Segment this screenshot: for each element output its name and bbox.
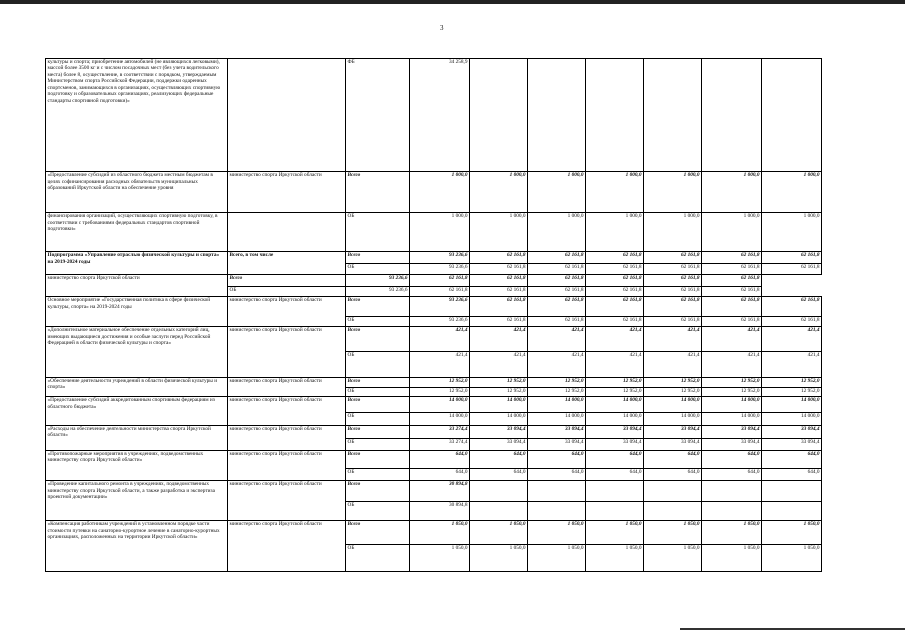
amount-cell: 644,0 xyxy=(470,450,528,469)
amount-cell: 644,0 xyxy=(528,450,586,469)
amount-cell: 62 161,8 xyxy=(470,274,528,286)
amount-cell: 421,4 xyxy=(410,327,470,352)
amount-cell: 14 000,0 xyxy=(528,412,586,425)
amount-cell: 62 161,8 xyxy=(586,263,644,274)
amount-cell: 1 050,0 xyxy=(470,545,528,572)
funding-source: Всего xyxy=(346,450,410,469)
amount-cell: 62 161,8 xyxy=(528,316,586,326)
amount-cell: 1 050,0 xyxy=(586,545,644,572)
funding-source: ОБ xyxy=(346,469,410,481)
funding-source: Всего xyxy=(346,521,410,545)
row-description: «Дополнительное материальное обеспечение отдельных категорий лиц, имеющих выдающиеся достижения и особые заслуги перед Российской Федерацией в области физической культуры и спорта» xyxy=(46,327,228,377)
amount-cell: 1 050,0 xyxy=(528,521,586,545)
amount-cell: 62 161,8 xyxy=(644,252,702,263)
amount-cell: 1 050,0 xyxy=(762,545,822,572)
amount-cell: 644,0 xyxy=(702,469,762,481)
amount-cell: 62 161,8 xyxy=(702,252,762,263)
amount-cell: 62 161,8 xyxy=(470,252,528,263)
amount-cell: 14 000,0 xyxy=(762,412,822,425)
row-description: Основное мероприятие «Государственная политика в сфере физической культуры, спорта» на 2019-2024 годы xyxy=(46,297,228,327)
amount-cell: 1 050,0 xyxy=(762,521,822,545)
row-executor: Всего, в том числе xyxy=(228,252,346,275)
amount-cell: 62 161,8 xyxy=(586,316,644,326)
amount-cell: 14 000,0 xyxy=(644,412,702,425)
amount-cell xyxy=(528,59,586,172)
amount-cell: 14 000,0 xyxy=(644,397,702,412)
amount-cell: 62 161,8 xyxy=(644,287,702,297)
amount-cell: 1 050,0 xyxy=(586,521,644,545)
amount-cell: 1 000,0 xyxy=(644,213,702,252)
amount-cell: 62 161,8 xyxy=(762,316,822,326)
amount-cell: 12 952,0 xyxy=(762,377,822,387)
amount-cell: 14 000,0 xyxy=(470,397,528,412)
amount-cell: 1 000,0 xyxy=(410,172,470,213)
amount-cell xyxy=(762,501,822,521)
amount-cell: 34 258,9 xyxy=(410,59,470,172)
funding-source: ОБ xyxy=(346,351,410,377)
amount-cell: 33 094,4 xyxy=(644,425,702,438)
funding-source: Всего xyxy=(346,297,410,317)
amount-cell: 14 000,0 xyxy=(702,412,762,425)
row-executor xyxy=(228,59,346,172)
amount-cell: 1 000,0 xyxy=(762,213,822,252)
amount-cell: 30 894,8 xyxy=(410,501,470,521)
amount-cell: 1 050,0 xyxy=(410,545,470,572)
funding-source: ОБ xyxy=(346,545,410,572)
amount-cell: 62 161,8 xyxy=(528,274,586,286)
amount-cell: 62 161,8 xyxy=(702,316,762,326)
amount-cell: 12 952,0 xyxy=(644,387,702,396)
amount-cell: 421,4 xyxy=(762,351,822,377)
funding-source: ОБ xyxy=(346,501,410,521)
amount-cell: 1 050,0 xyxy=(528,545,586,572)
funding-source: ОБ xyxy=(346,439,410,450)
amount-cell: 1 050,0 xyxy=(644,545,702,572)
funding-source: ФБ xyxy=(346,59,410,172)
amount-cell: 33 094,4 xyxy=(586,425,644,438)
amount-cell: 12 952,0 xyxy=(586,387,644,396)
amount-cell: 12 952,0 xyxy=(702,377,762,387)
amount-cell: 93 236,6 xyxy=(410,297,470,317)
amount-cell: 421,4 xyxy=(470,327,528,352)
funding-source: Всего xyxy=(228,274,346,286)
row-executor: министерство спорта Иркутской области xyxy=(228,450,346,481)
amount-cell: 93 236,6 xyxy=(346,274,410,286)
amount-cell: 644,0 xyxy=(470,469,528,481)
amount-cell xyxy=(702,501,762,521)
funding-source: Всего xyxy=(346,397,410,412)
amount-cell xyxy=(644,59,702,172)
table-row xyxy=(46,425,822,438)
amount-cell: 12 952,0 xyxy=(762,387,822,396)
amount-cell: 62 161,8 xyxy=(702,263,762,274)
amount-cell: 421,4 xyxy=(702,327,762,352)
row-description: Подпрограмма «Управление отраслью физической культуры и спорта» на 2019-2024 годы xyxy=(46,252,228,275)
amount-cell: 644,0 xyxy=(762,469,822,481)
amount-cell: 33 094,4 xyxy=(644,439,702,450)
amount-cell: 644,0 xyxy=(702,450,762,469)
amount-cell: 62 161,8 xyxy=(586,287,644,297)
row-description: «Обеспечение деятельности учреждений в области физической культуры и спорта» xyxy=(46,377,228,397)
amount-cell: 421,4 xyxy=(410,351,470,377)
amount-cell: 14 000,0 xyxy=(762,397,822,412)
funding-source: Всего xyxy=(346,481,410,502)
amount-cell: 62 161,8 xyxy=(528,263,586,274)
bottom-edge-line xyxy=(680,628,905,630)
amount-cell: 62 161,8 xyxy=(644,263,702,274)
amount-cell: 33 094,4 xyxy=(762,439,822,450)
amount-cell: 12 952,0 xyxy=(702,387,762,396)
row-executor: министерство спорта Иркутской области xyxy=(228,377,346,397)
amount-cell xyxy=(762,481,822,502)
amount-cell: 33 274,4 xyxy=(410,425,470,438)
amount-cell: 1 000,0 xyxy=(470,172,528,213)
amount-cell: 62 161,8 xyxy=(702,297,762,317)
amount-cell: 644,0 xyxy=(644,469,702,481)
amount-cell: 1 000,0 xyxy=(644,172,702,213)
amount-cell xyxy=(762,59,822,172)
amount-cell: 62 161,8 xyxy=(586,252,644,263)
table-row xyxy=(46,252,822,263)
funding-source: ОБ xyxy=(346,412,410,425)
table-row xyxy=(46,213,822,252)
amount-cell: 421,4 xyxy=(528,327,586,352)
table-row xyxy=(46,481,822,502)
amount-cell xyxy=(644,481,702,502)
amount-cell: 421,4 xyxy=(702,351,762,377)
amount-cell: 62 161,8 xyxy=(762,252,822,263)
amount-cell: 421,4 xyxy=(470,351,528,377)
row-description: «Проведение капитального ремонта в учреждениях, подведомственных министерству спорта Иркутской области, а также разработка и экспертиза проектной документации» xyxy=(46,481,228,521)
amount-cell: 33 274,4 xyxy=(410,439,470,450)
amount-cell: 62 161,8 xyxy=(762,263,822,274)
funding-source: Всего xyxy=(346,327,410,352)
amount-cell: 421,4 xyxy=(644,351,702,377)
amount-cell: 62 161,8 xyxy=(644,297,702,317)
row-description: «Предоставление субсидий из областного бюджета местным бюджетам в целях софинансирования расходных обязательств муниципальных образований Иркутской области на обеспечение уровня xyxy=(46,172,228,213)
table-body xyxy=(46,59,822,572)
amount-cell xyxy=(702,481,762,502)
funding-source: ОБ xyxy=(346,316,410,326)
amount-cell: 644,0 xyxy=(586,469,644,481)
amount-cell: 421,4 xyxy=(762,327,822,352)
amount-cell: 12 952,0 xyxy=(644,377,702,387)
funding-source: Всего xyxy=(346,425,410,438)
amount-cell: 93 236,6 xyxy=(410,263,470,274)
amount-cell xyxy=(586,481,644,502)
row-description: «Противопожарные мероприятия в учреждениях, подведомственных министерству спорта Иркутской области» xyxy=(46,450,228,481)
page-number: 3 xyxy=(440,24,444,32)
amount-cell: 644,0 xyxy=(762,450,822,469)
amount-cell xyxy=(644,501,702,521)
amount-cell: 644,0 xyxy=(410,469,470,481)
row-executor: министерство спорта Иркутской области xyxy=(228,521,346,572)
amount-cell xyxy=(586,501,644,521)
row-executor: министерство спорта Иркутской области xyxy=(228,327,346,377)
amount-cell: 644,0 xyxy=(410,450,470,469)
amount-cell xyxy=(470,501,528,521)
amount-cell: 93 236,6 xyxy=(410,252,470,263)
amount-cell: 12 952,0 xyxy=(410,377,470,387)
amount-cell: 62 161,8 xyxy=(528,252,586,263)
amount-cell: 421,4 xyxy=(528,351,586,377)
amount-cell: 1 000,0 xyxy=(702,172,762,213)
row-executor: министерство спорта Иркутской области xyxy=(228,397,346,426)
amount-cell xyxy=(470,481,528,502)
amount-cell xyxy=(528,481,586,502)
amount-cell xyxy=(702,59,762,172)
amount-cell: 33 094,4 xyxy=(528,439,586,450)
amount-cell: 14 000,0 xyxy=(586,412,644,425)
amount-cell: 33 094,4 xyxy=(702,439,762,450)
table-row xyxy=(46,297,822,317)
amount-cell: 421,4 xyxy=(586,351,644,377)
amount-cell: 33 094,4 xyxy=(762,425,822,438)
amount-cell: 14 000,0 xyxy=(586,397,644,412)
row-executor: министерство спорта Иркутской области xyxy=(228,297,346,327)
amount-cell: 62 161,8 xyxy=(470,287,528,297)
amount-cell: 421,4 xyxy=(586,327,644,352)
funding-source: Всего xyxy=(346,252,410,263)
amount-cell: 62 161,8 xyxy=(410,287,470,297)
amount-cell: 1 050,0 xyxy=(702,521,762,545)
amount-cell: 14 000,0 xyxy=(470,412,528,425)
amount-cell: 12 952,0 xyxy=(586,377,644,387)
amount-cell: 33 094,4 xyxy=(702,425,762,438)
amount-cell: 62 161,8 xyxy=(586,274,644,286)
amount-cell: 14 000,0 xyxy=(410,397,470,412)
amount-cell: 1 000,0 xyxy=(528,172,586,213)
amount-cell: 12 952,0 xyxy=(528,377,586,387)
amount-cell: 93 236,6 xyxy=(410,316,470,326)
funding-source: Всего xyxy=(346,172,410,213)
amount-cell: 33 094,4 xyxy=(470,425,528,438)
amount-cell: 1 000,0 xyxy=(528,213,586,252)
amount-cell: 33 094,4 xyxy=(586,439,644,450)
amount-cell: 1 000,0 xyxy=(586,213,644,252)
amount-cell: 644,0 xyxy=(644,450,702,469)
amount-cell: 1 000,0 xyxy=(410,213,470,252)
top-edge-line xyxy=(0,0,905,4)
amount-cell: 14 000,0 xyxy=(410,412,470,425)
amount-cell: 14 000,0 xyxy=(702,397,762,412)
amount-cell: 62 161,8 xyxy=(528,287,586,297)
row-description: «Расходы на обеспечение деятельности министерства спорта Иркутской области» xyxy=(46,425,228,450)
table-row xyxy=(46,327,822,352)
amount-cell: 1 050,0 xyxy=(644,521,702,545)
amount-cell: 1 050,0 xyxy=(470,521,528,545)
amount-cell: 62 161,8 xyxy=(644,316,702,326)
row-description: «Компенсация работникам учреждений в установленном порядке части стоимости путевки на санаторно-курортное лечение в санаторно-курортных организациях, расположенных на территории Иркутской области» xyxy=(46,521,228,572)
table-row xyxy=(46,450,822,469)
amount-cell xyxy=(586,59,644,172)
amount-cell: 421,4 xyxy=(644,327,702,352)
table-row xyxy=(46,521,822,545)
amount-cell: 1 000,0 xyxy=(586,172,644,213)
funding-source: ОБ xyxy=(346,387,410,396)
row-description: «Предоставление субсидий аккредитованным спортивным федерациям из областного бюджета» xyxy=(46,397,228,426)
amount-cell: 644,0 xyxy=(586,450,644,469)
amount-cell: 62 161,8 xyxy=(470,263,528,274)
amount-cell: 644,0 xyxy=(528,469,586,481)
amount-cell: 1 050,0 xyxy=(702,545,762,572)
funding-source: Всего xyxy=(346,377,410,387)
amount-cell: 1 050,0 xyxy=(410,521,470,545)
amount-cell xyxy=(470,59,528,172)
amount-cell: 62 161,8 xyxy=(528,297,586,317)
amount-cell: 1 000,0 xyxy=(470,213,528,252)
row-description: финансирования организаций, осуществляющих спортивную подготовку, в соответствии с требованиями федеральных стандартов спортивной подготовки» xyxy=(46,213,228,252)
amount-cell: 62 161,8 xyxy=(470,316,528,326)
table-row xyxy=(46,59,822,172)
amount-cell: 33 094,4 xyxy=(528,425,586,438)
row-executor: министерство спорта Иркутской области xyxy=(228,481,346,521)
table-row xyxy=(46,377,822,387)
amount-cell xyxy=(528,501,586,521)
amount-cell: 14 000,0 xyxy=(528,397,586,412)
funding-source: ОБ xyxy=(346,263,410,274)
amount-cell: 12 952,0 xyxy=(528,387,586,396)
amount-cell: 30 894,8 xyxy=(410,481,470,502)
row-executor: министерство спорта Иркутской области xyxy=(228,425,346,450)
amount-cell: 62 161,8 xyxy=(586,297,644,317)
row-executor: министерство спорта Иркутской области xyxy=(46,274,228,297)
amount-cell: 62 161,8 xyxy=(762,297,822,317)
row-executor: министерство спорта Иркутской области xyxy=(228,172,346,213)
amount-cell: 62 161,8 xyxy=(702,287,762,297)
table-row xyxy=(46,274,822,286)
amount-cell: 1 000,0 xyxy=(702,213,762,252)
table-row xyxy=(46,397,822,412)
amount-cell: 93 236,6 xyxy=(346,287,410,297)
amount-cell: 33 094,4 xyxy=(470,439,528,450)
amount-cell: 62 161,8 xyxy=(644,274,702,286)
budget-table xyxy=(45,58,822,572)
amount-cell: 62 161,8 xyxy=(470,297,528,317)
funding-source: ОБ xyxy=(228,287,346,297)
amount-cell: 12 952,0 xyxy=(470,377,528,387)
amount-cell: 62 161,8 xyxy=(410,274,470,286)
amount-cell: 12 952,0 xyxy=(470,387,528,396)
amount-cell: 1 000,0 xyxy=(762,172,822,213)
row-executor xyxy=(228,213,346,252)
amount-cell: 12 952,0 xyxy=(410,387,470,396)
funding-source: ОБ xyxy=(346,213,410,252)
table-row xyxy=(46,172,822,213)
amount-cell: 62 161,8 xyxy=(702,274,762,286)
row-description: культуры и спорта; приобретение автомобилей (не являющихся легковыми), массой более 3500 кг и с числом посадочных мест (без учета водительского места) более 8, осуществление, в соответствии с порядком, утверждаемым Министерством спорта Российской Федерации, поддержки одаренных спортсменов, занимающихся в организациях, осуществляющих спортивную подготовку и образовательных организациях, реализующих федеральные стандарты спортивной подготовки)» xyxy=(46,59,228,172)
